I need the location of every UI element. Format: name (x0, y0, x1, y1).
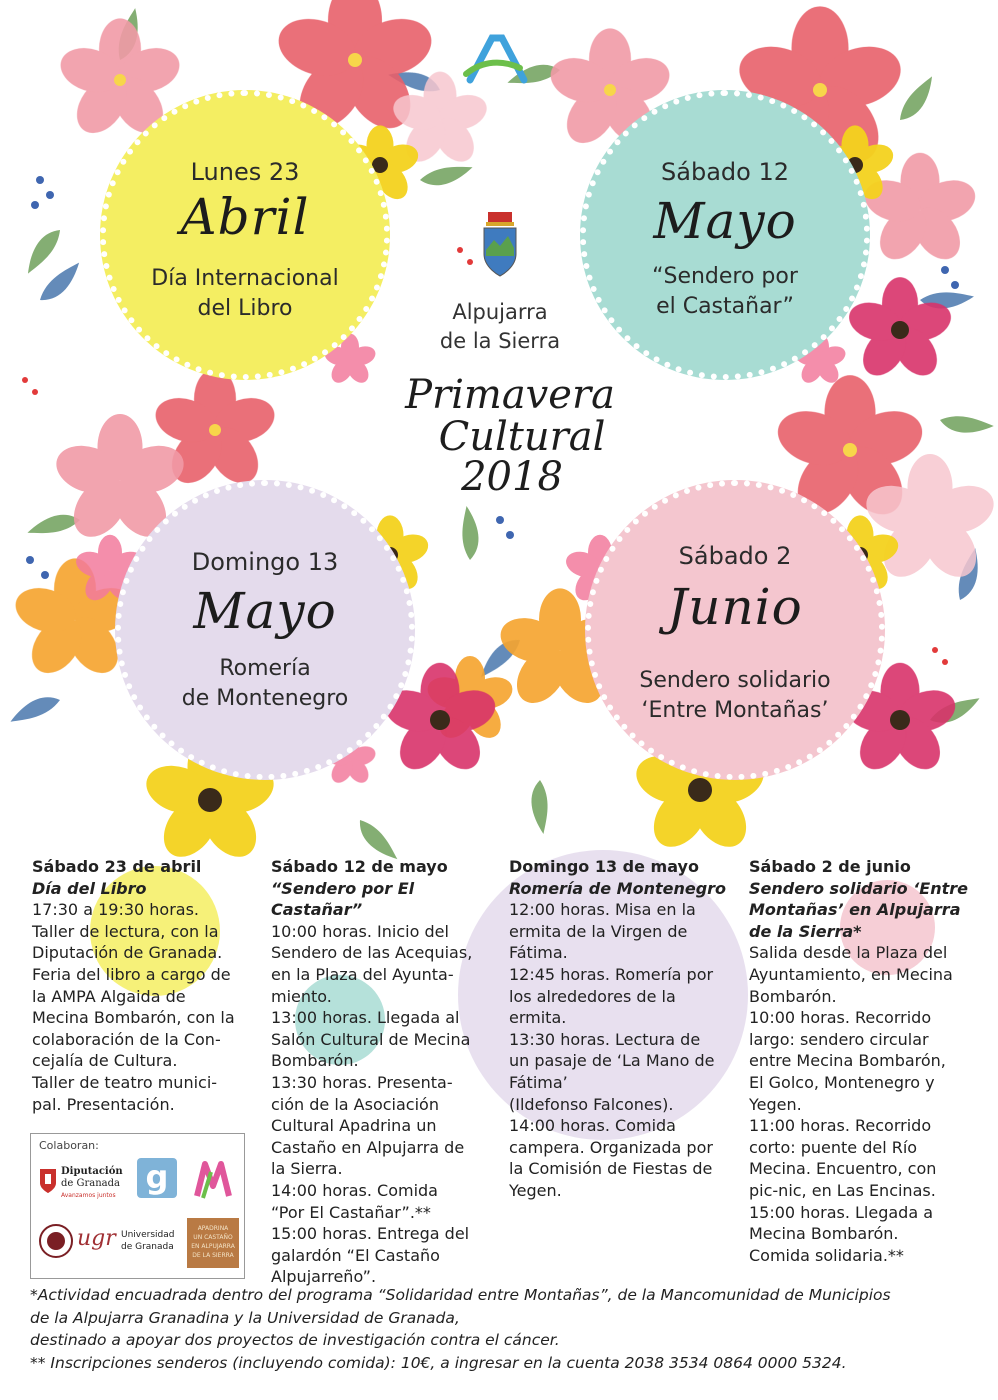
schedule-line: 14:00 horas. Comida (271, 1180, 438, 1200)
schedule-line: Diputación de Granada. (32, 943, 223, 963)
schedule-line: Taller de teatro munici- (32, 1072, 218, 1092)
sponsors-box (30, 1133, 245, 1279)
schedule-date: Sábado 2 de junio (749, 857, 911, 876)
schedule-line: Yegen. (509, 1180, 562, 1200)
schedule-line: 15:00 horas. Llegada a (749, 1202, 934, 1222)
event-circle-junio (585, 480, 885, 780)
schedule-line: Sendero de las Acequias, (271, 943, 473, 963)
schedule-line: 12:00 horas. Misa en la (509, 900, 696, 920)
event-circle-abril (100, 90, 390, 380)
schedule-date: Sábado 12 de mayo (271, 857, 448, 876)
schedule-line: Cultural Apadrina un (271, 1116, 437, 1136)
schedule-body (509, 899, 739, 1201)
alpujarra-logo (458, 30, 538, 86)
schedule-line: miento. (271, 986, 332, 1006)
schedule-line: Salida desde la Plaza del (749, 943, 948, 963)
schedule-line: 10:00 horas. Inicio del (271, 921, 449, 941)
schedule-line: ermita. (509, 1008, 567, 1028)
footer-notes (30, 1284, 970, 1374)
title-year: 2018 (461, 454, 563, 500)
schedule-subtitle: Romería de Montenegro (509, 878, 727, 898)
title-line1: Primavera (405, 372, 615, 418)
schedule-line: un pasaje de ‘La Mano de (509, 1051, 715, 1071)
schedule-body (271, 921, 501, 1288)
schedule-line: pal. Presentación. (32, 1094, 175, 1114)
footer-line: ** Inscripciones senderos (incluyendo comida): 10€, a ingresar en la cuenta 2038 3534 0864 0000 5324. (30, 1353, 847, 1372)
schedule-body (749, 942, 974, 1266)
sponsors-title: Colaboran: (39, 1139, 99, 1152)
schedule-line: (Ildefonso Falcones). (509, 1094, 674, 1114)
schedule-mayo-13 (509, 856, 739, 1202)
schedule-line: entre Mecina Bombarón, (749, 1051, 946, 1071)
schedule-line: Ayuntamiento, en Mecina (749, 964, 953, 984)
guadalinfo-mark: g (145, 1158, 169, 1196)
apadrina-line2: UN CASTAÑO (193, 1234, 233, 1241)
schedule-line: 13:30 horas. Presenta- (271, 1072, 453, 1092)
schedule-line: pic-nic, en Las Encinas. (749, 1180, 936, 1200)
circle-day: Sábado 12 (661, 158, 789, 186)
schedule-junio (749, 856, 974, 1266)
schedule-subtitle-line3: de la Sierra* (749, 921, 862, 941)
schedule-line: El Golco, Montenegro y (749, 1072, 935, 1092)
circle-month: Mayo (653, 192, 797, 250)
circle-day: Lunes 23 (190, 158, 300, 186)
title-line2: Cultural (438, 414, 606, 460)
schedule-line: Mecina. Encuentro, con (749, 1159, 937, 1179)
schedule-line: Fátima. (509, 943, 568, 963)
circle-event-line1: Romería (219, 656, 311, 681)
schedule-line: Salón Cultural de Mecina (271, 1029, 471, 1049)
schedule-subtitle-line1: Sendero solidario ‘Entre (749, 878, 968, 898)
schedule-line: Bombarón. (749, 986, 837, 1006)
municipal-coat-of-arms (480, 210, 520, 280)
diputacion-name2: de Granada (61, 1178, 120, 1189)
diputacion-shield-icon (39, 1168, 57, 1194)
schedule-line: 11:00 horas. Recorrido (749, 1116, 932, 1136)
circle-month: Mayo (193, 582, 337, 640)
event-circle-mayo-12 (580, 90, 870, 380)
apadrina-line4: DE LA SIERRA (192, 1252, 234, 1259)
schedule-line: Bombarón. (271, 1051, 359, 1071)
circle-month: Abril (180, 188, 310, 246)
schedule-line: Mecina Bombarón. (749, 1224, 899, 1244)
circle-day: Sábado 2 (678, 542, 792, 570)
schedule-line: 12:45 horas. Romería por (509, 964, 714, 984)
schedule-line: la Comisión de Fiestas de (509, 1159, 713, 1179)
schedule-line: 15:00 horas. Entrega del (271, 1224, 470, 1244)
schedule-line: la Sierra. (271, 1159, 343, 1179)
circle-event-line1: “Sendero por (652, 264, 798, 289)
footer-line: de la Alpujarra Granadina y la Universidad de Granada, (30, 1308, 460, 1327)
apadrina-logo (187, 1218, 239, 1268)
diputacion-tagline: Avanzamos juntos (61, 1192, 116, 1199)
circle-event-line2: de Montenegro (181, 686, 349, 711)
schedule-abril (32, 856, 257, 1115)
circle-month: Junio (667, 578, 803, 636)
schedule-date: Domingo 13 de mayo (509, 857, 699, 876)
footer-line: destinado a apoyar dos proyectos de investigación contra el cáncer. (30, 1331, 560, 1349)
schedule-body (32, 899, 257, 1115)
schedule-line: 13:30 horas. Lectura de (509, 1029, 701, 1049)
schedule-line: Yegen. (749, 1094, 802, 1114)
circle-event-line2: ‘Entre Montañas’ (641, 698, 829, 723)
schedule-line: largo: sendero circular (749, 1029, 929, 1049)
schedule-line: ción de la Asociación (271, 1094, 439, 1114)
place-name (420, 298, 580, 356)
schedule-line: cejalía de Cultura. (32, 1051, 178, 1071)
ugr-mark: ugr (77, 1226, 116, 1251)
schedule-line: los alrededores de la (509, 986, 676, 1006)
schedule-line: Fátima’ (509, 1072, 568, 1092)
schedule-line: Feria del libro a cargo de (32, 964, 231, 984)
diputacion-name1: Diputación (61, 1166, 123, 1177)
schedule-line: la AMPA Algaida de (32, 986, 186, 1006)
schedule-subtitle-line2: Montañas’ en Alpujarra (749, 900, 961, 920)
schedule-line: 14:00 horas. Comida (509, 1116, 676, 1136)
schedule-mayo-12 (271, 856, 501, 1288)
schedule-line: 10:00 horas. Recorrido (749, 1008, 932, 1028)
place-line2: de la Sierra (439, 329, 561, 353)
place-line1: Alpujarra (452, 300, 548, 324)
schedule-line: corto: puente del Río (749, 1137, 918, 1157)
apadrina-line3: EN ALPUJARRA (191, 1243, 235, 1250)
circle-event-line2: del Libro (197, 296, 293, 321)
circle-day: Domingo 13 (191, 548, 339, 576)
schedule-subtitle: Día del Libro (32, 878, 147, 898)
schedule-line: Taller de lectura, con la (32, 921, 219, 941)
schedule-line: 13:00 horas. Llegada al (271, 1008, 460, 1028)
schedule-line: Castaño en Alpujarra de (271, 1137, 465, 1157)
ugr-name1: Universidad (121, 1230, 175, 1240)
schedule-line: campera. Organizada por (509, 1137, 713, 1157)
schedule-line: “Por El Castañar”.** (271, 1202, 431, 1222)
circle-event-line2: el Castañar” (656, 294, 794, 319)
schedule-subtitle: “Sendero por El Castañar” (271, 878, 415, 920)
schedule-line: Mecina Bombarón, con la (32, 1008, 235, 1028)
mancomunidad-logo (193, 1158, 233, 1202)
schedule-line: colaboración de la Con- (32, 1029, 221, 1049)
ugr-logo (39, 1220, 179, 1268)
event-circle-mayo-13 (115, 480, 415, 780)
schedule-date: Sábado 23 de abril (32, 857, 202, 876)
schedule-line: Comida solidaria.** (749, 1245, 904, 1265)
event-title (360, 372, 640, 500)
guadalinfo-logo (137, 1158, 177, 1198)
circle-event-line1: Día Internacional (151, 266, 339, 291)
apadrina-line1: APADRINA (197, 1225, 229, 1232)
diputacion-logo (39, 1164, 139, 1204)
ugr-name2: de Granada (121, 1242, 174, 1252)
schedule-line: en la Plaza del Ayunta- (271, 964, 454, 984)
circle-event-line1: Sendero solidario (639, 668, 831, 693)
schedule-line: 17:30 a 19:30 horas. (32, 900, 200, 920)
schedule-line: ermita de la Virgen de (509, 921, 688, 941)
schedule-line: Alpujarreño”. (271, 1267, 377, 1287)
footer-line: *Actividad encuadrada dentro del programa “Solidaridad entre Montañas”, de la Mancomunidad de Municipios (30, 1286, 891, 1304)
ugr-seal-icon (39, 1224, 73, 1258)
schedule-line: galardón “El Castaño (271, 1245, 440, 1265)
